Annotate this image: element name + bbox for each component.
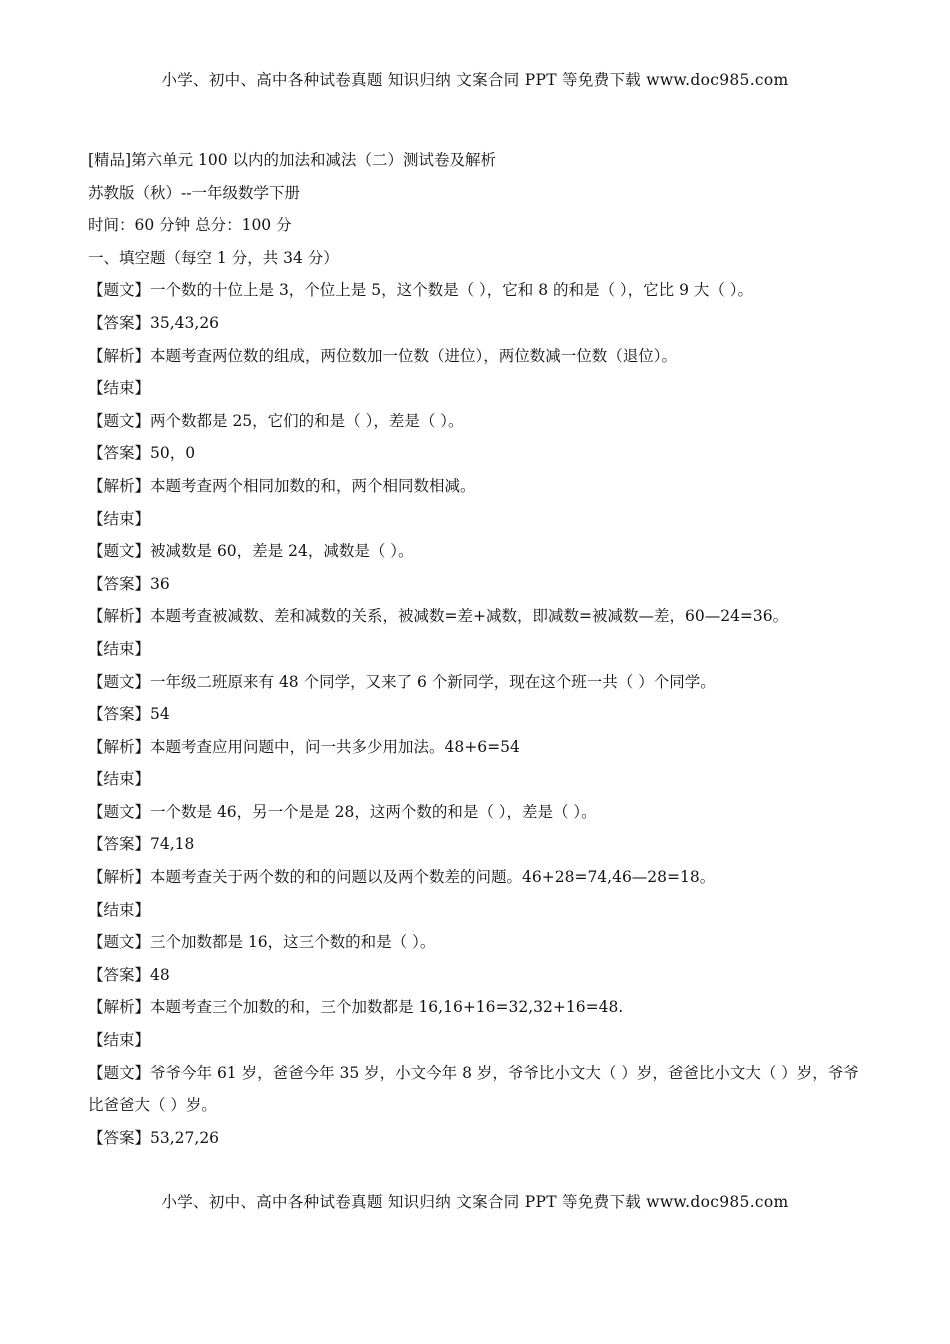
question-label: 【题文】 [88, 542, 151, 561]
question-text [88, 405, 860, 438]
explanation-label: 【解析】 [88, 346, 151, 365]
explanation-text: 本题考查三个加数的和，三个加数都是 16,16+16=32,32+16=48. [150, 998, 624, 1017]
question-label: 【题文】 [88, 933, 151, 952]
question-text [88, 666, 860, 699]
section-heading: 一、填空题（每空 1 分，共 34 分） [88, 248, 339, 267]
answer-label: 【答案】 [88, 444, 151, 463]
question-body: 两个数都是 25，它们的和是（ ），差是（ ）。 [150, 411, 464, 430]
end-marker: 【结束】 [88, 509, 151, 528]
header-banner: 小学、初中、高中各种试卷真题 知识归纳 文案合同 PPT 等免费下载 www.doc985.com [161, 71, 789, 89]
question-text [88, 274, 860, 307]
explanation-line [88, 991, 860, 1024]
question-label: 【题文】 [88, 281, 151, 300]
answer-value: 54 [150, 705, 170, 724]
explanation-text: 本题考查两位数的组成，两位数加一位数（进位），两位数减一位数（退位）。 [150, 346, 678, 365]
answer-line [88, 698, 860, 731]
question-label: 【题文】 [88, 802, 151, 821]
explanation-text: 本题考查被减数、差和减数的关系，被减数=差+减数，即减数=被减数—差，60—24=36。 [150, 607, 789, 626]
question-label: 【题文】 [88, 411, 151, 430]
footer-banner: 小学、初中、高中各种试卷真题 知识归纳 文案合同 PPT 等免费下载 www.doc985.com [161, 1193, 789, 1211]
question-body: 爷爷今年 61 岁，爸爸今年 35 岁，小文今年 8 岁，爷爷比小文大（ ）岁，爸爸比小文大（ ）岁，爷爷比爸爸大（ ）岁。 [88, 1063, 859, 1115]
explanation-label: 【解析】 [88, 607, 151, 626]
answer-label: 【答案】 [88, 574, 151, 593]
answer-line [88, 307, 860, 340]
answer-label: 【答案】 [88, 835, 151, 854]
question-text [88, 926, 860, 959]
answer-value: 48 [150, 965, 170, 984]
answer-line [88, 959, 860, 992]
answer-value: 36 [150, 574, 170, 593]
explanation-label: 【解析】 [88, 476, 151, 495]
question-body: 一年级二班原来有 48 个同学，又来了 6 个新同学，现在这个班一共（ ）个同学。 [150, 672, 716, 691]
explanation-text: 本题考查应用问题中，问一共多少用加法。48+6=54 [150, 737, 520, 756]
explanation-label: 【解析】 [88, 737, 151, 756]
explanation-line [88, 731, 860, 764]
answer-line [88, 568, 860, 601]
answer-line [88, 828, 860, 861]
question-body: 三个加数都是 16，这三个数的和是（ ）。 [150, 933, 436, 952]
question-body: 一个数是 46，另一个是是 28，这两个数的和是（ ），差是（ ）。 [150, 802, 597, 821]
explanation-line [88, 861, 860, 894]
end-marker: 【结束】 [88, 639, 151, 658]
question-text [88, 535, 860, 568]
explanation-line [88, 470, 860, 503]
end-marker: 【结束】 [88, 1031, 151, 1050]
answer-value: 35,43,26 [150, 313, 220, 332]
end-marker: 【结束】 [88, 770, 151, 789]
question-label: 【题文】 [88, 1063, 151, 1082]
answer-label: 【答案】 [88, 965, 151, 984]
question-text [88, 796, 860, 829]
end-marker: 【结束】 [88, 900, 151, 919]
answer-value: 74,18 [150, 835, 195, 854]
answer-label: 【答案】 [88, 705, 151, 724]
doc-subtitle: 苏教版（秋）--一年级数学下册 [88, 183, 300, 202]
question-body: 一个数的十位上是 3，个位上是 5，这个数是（ ），它和 8 的和是（ ），它比 9 大（ ）。 [150, 281, 754, 300]
explanation-label: 【解析】 [88, 998, 151, 1017]
doc-title: [精品]第六单元 100 以内的加法和减法（二）测试卷及解析 [88, 151, 497, 169]
explanation-line [88, 340, 860, 373]
explanation-text: 本题考查关于两个数的和的问题以及两个数差的问题。46+28=74,46—28=18。 [150, 868, 716, 887]
answer-line [88, 1122, 860, 1155]
answer-label: 【答案】 [88, 313, 151, 332]
document-body [88, 144, 860, 1154]
question-body: 被减数是 60，差是 24，减数是（ ）。 [150, 542, 414, 561]
answer-value: 50，0 [150, 444, 196, 463]
end-marker: 【结束】 [88, 379, 151, 398]
question-label: 【题文】 [88, 672, 151, 691]
question-text [88, 1057, 860, 1122]
explanation-line [88, 600, 860, 633]
answer-line [88, 437, 860, 470]
explanation-label: 【解析】 [88, 868, 151, 887]
answer-label: 【答案】 [88, 1128, 151, 1147]
answer-value: 53,27,26 [150, 1128, 220, 1147]
explanation-text: 本题考查两个相同加数的和，两个相同数相减。 [150, 476, 476, 495]
doc-meta: 时间：60 分钟 总分：100 分 [88, 216, 292, 235]
